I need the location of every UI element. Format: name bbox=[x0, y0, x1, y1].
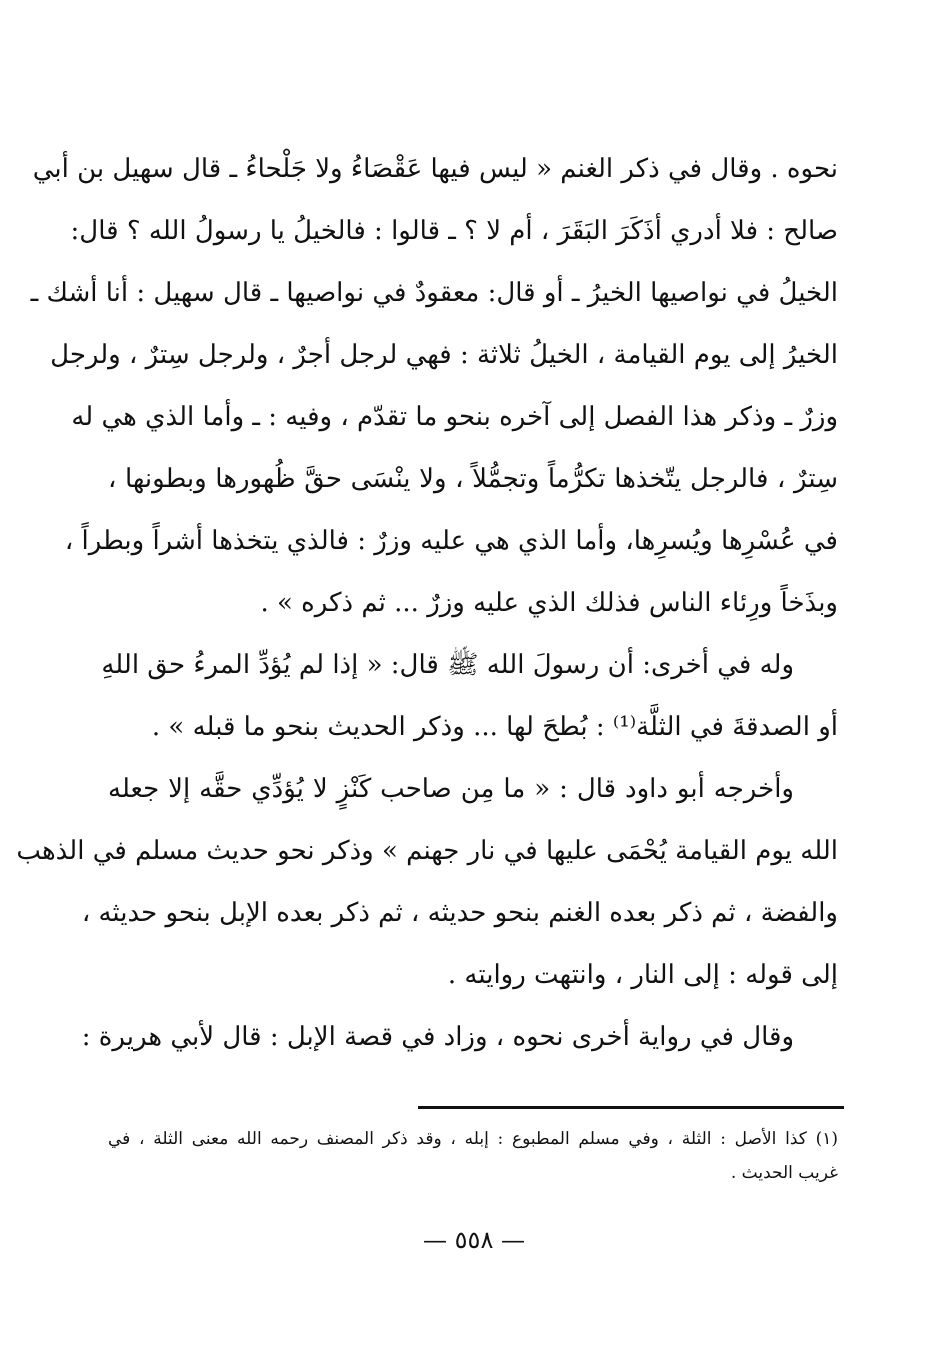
footnote-line: (١) كذا الأصل : الثلة ، وفي مسلم المطبوع : إبله ، وقد ذكر المصنف رحمه الله معنى الثلة ، في bbox=[108, 1129, 838, 1149]
text-line: وبذَخاً ورِئاء الناس فذلك الذي عليه وزرٌ ... ثم ذكره » . bbox=[260, 588, 838, 618]
text-line: وأخرجه أبو داود قال : « ما مِن صاحب كَنْزٍ لا يُؤدِّي حقَّه إلا جعله bbox=[108, 774, 794, 804]
text-line: صالح : فلا أدري أذَكَرَ البَقَرَ ، أم لا ؟ ـ قالوا : فالخيلُ يا رسولُ الله ؟ قال: bbox=[70, 216, 838, 246]
text-line: الله يوم القيامة يُحْمَى عليها في نار جهنم » وذكر نحو حديث مسلم في الذهب bbox=[16, 836, 838, 866]
text-line: وله في أخرى: أن رسولَ الله ﷺ قال: « إذا لم يُؤدِّ المرءُ حق اللهِ bbox=[101, 650, 794, 680]
page-number: — ٥٥٨ — bbox=[423, 1226, 525, 1254]
footnote-line: غريب الحديث . bbox=[730, 1163, 838, 1183]
footnote-divider bbox=[418, 1106, 844, 1109]
text-line: الخيلُ في نواصيها الخيرُ ـ أو قال: معقودٌ في نواصيها ـ قال سهيل : أنا أشك ـ bbox=[30, 278, 838, 308]
footnote bbox=[108, 1122, 838, 1190]
text-line: نحوه . وقال في ذكر الغنم « ليس فيها عَقْصَاءُ ولا جَلْحاءُ ـ قال سهيل بن أبي bbox=[32, 154, 838, 184]
main-text bbox=[16, 138, 838, 1068]
text-line: سِترٌ ، فالرجل يتّخذها تكرُّماً وتجمُّلاً ، ولا ينْسَى حقَّ ظُهورها وبطونها ، bbox=[108, 464, 838, 494]
text-line: وقال في رواية أخرى نحوه ، وزاد في قصة الإبل : قال لأبي هريرة : bbox=[81, 1022, 794, 1052]
text-line: أو الصدقةَ في الثلَّة⁽¹⁾ : بُطحَ لها ... وذكر الحديث بنحو ما قبله » . bbox=[151, 712, 838, 742]
text-line: وزرٌ ـ وذكر هذا الفصل إلى آخره بنحو ما تقدّم ، وفيه : ـ وأما الذي هي له bbox=[71, 402, 838, 432]
text-line: إلى قوله : إلى النار ، وانتهت روايته . bbox=[447, 960, 838, 990]
text-line: في عُسْرِها ويُسرِها، وأما الذي هي عليه وزرٌ : فالذي يتخذها أشراً وبطراً ، bbox=[64, 526, 838, 556]
text-line: والفضة ، ثم ذكر بعده الغنم بنحو حديثه ، ثم ذكر بعده الإبل بنحو حديثه ، bbox=[81, 898, 838, 928]
text-line: الخيرُ إلى يوم القيامة ، الخيلُ ثلاثة : فهي لرجل أجرٌ ، ولرجل سِترٌ ، ولرجل bbox=[50, 340, 838, 370]
